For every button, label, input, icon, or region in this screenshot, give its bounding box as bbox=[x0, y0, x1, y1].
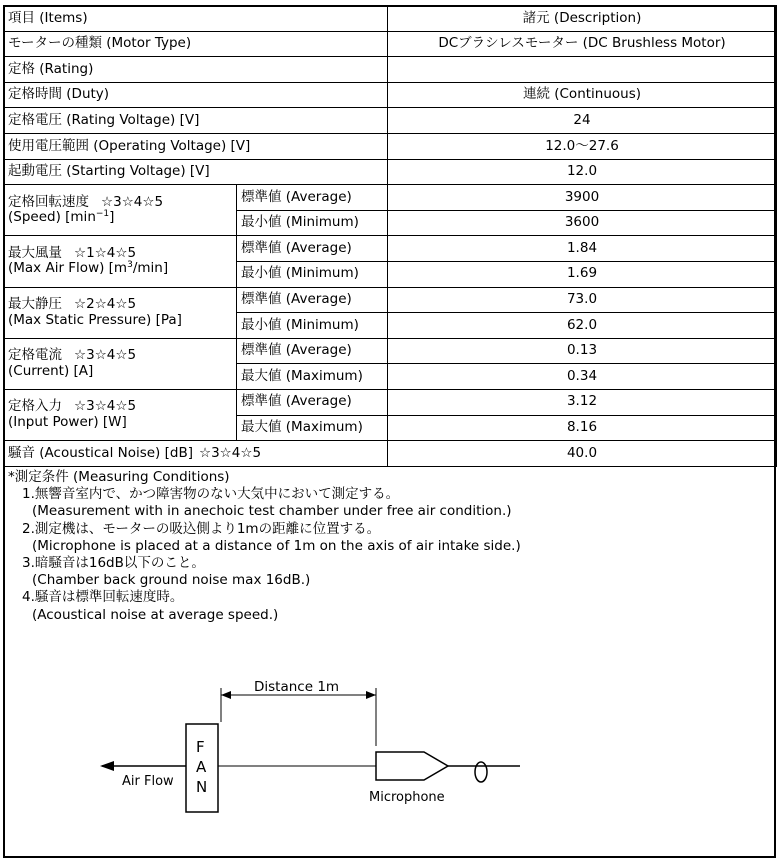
speed-label-sup: −1 bbox=[95, 209, 110, 220]
air-flow-average-value: 1.84 bbox=[388, 236, 777, 262]
input-power-label bbox=[4, 389, 237, 440]
note-1-en: (Measurement with in anechoic test chamber under free air condition.) bbox=[32, 503, 512, 520]
static-pressure-average-value: 73.0 bbox=[388, 287, 777, 313]
rating-voltage-row bbox=[4, 108, 777, 134]
current-average-value: 0.13 bbox=[388, 338, 777, 364]
measuring-conditions bbox=[8, 469, 768, 624]
duty-row bbox=[4, 82, 777, 108]
static-pressure-minimum-label: 最小値 (Minimum) bbox=[237, 313, 388, 339]
rating-label: 定格 (Rating) bbox=[4, 57, 388, 83]
current-maximum-value: 0.34 bbox=[388, 364, 777, 390]
input-power-marks: ☆3☆4☆5 bbox=[74, 398, 137, 415]
input-power-maximum-value: 8.16 bbox=[388, 415, 777, 441]
fan-letter-f: F bbox=[196, 738, 205, 756]
input-power-label-jp: 定格入力 bbox=[8, 398, 62, 415]
air-flow-label: Air Flow bbox=[122, 774, 174, 789]
air-flow-minimum-value: 1.69 bbox=[388, 261, 777, 287]
notes-title: *測定条件 (Measuring Conditions) bbox=[8, 469, 230, 485]
current-marks: ☆3☆4☆5 bbox=[74, 347, 137, 364]
note-4-en: (Acoustical noise at average speed.) bbox=[32, 606, 279, 623]
speed-average-value: 3900 bbox=[388, 185, 777, 211]
rating-value bbox=[388, 57, 777, 83]
duty-label: 定格時間 (Duty) bbox=[4, 82, 388, 108]
static-pressure-minimum-value: 62.0 bbox=[388, 313, 777, 339]
air-flow-label-jp: 最大風量 bbox=[8, 244, 62, 261]
static-pressure-average-label: 標準値 (Average) bbox=[237, 287, 388, 313]
air-flow-minimum-label: 最小値 (Minimum) bbox=[237, 261, 388, 287]
cable-loop-icon bbox=[475, 762, 487, 782]
static-pressure-row-average bbox=[4, 287, 777, 313]
speed-label-en: (Speed) [min bbox=[8, 209, 96, 226]
air-flow-label-sup: 3 bbox=[127, 260, 133, 271]
note-3: 3.暗騒音は16dB以下のこと。 bbox=[22, 555, 205, 572]
fan-letter-a: A bbox=[196, 758, 207, 776]
fan-letter-n: N bbox=[196, 778, 208, 796]
air-flow-label-end: /min] bbox=[132, 260, 169, 277]
motor-type-value: DCブラシレスモーター (DC Brushless Motor) bbox=[388, 31, 777, 57]
speed-minimum-label: 最小値 (Minimum) bbox=[237, 210, 388, 236]
input-power-row-average bbox=[4, 389, 777, 415]
current-label-jp: 定格電流 bbox=[8, 347, 62, 364]
speed-marks: ☆3☆4☆5 bbox=[101, 193, 164, 210]
header-row bbox=[4, 6, 777, 32]
speed-row-average bbox=[4, 185, 777, 211]
current-row-average bbox=[4, 338, 777, 364]
speed-label bbox=[4, 185, 237, 236]
air-flow-label-en: (Max Air Flow) [m bbox=[8, 260, 128, 277]
distance-arrow-left-icon bbox=[221, 691, 231, 699]
items-header: 項目 (Items) bbox=[4, 6, 388, 32]
speed-label-jp: 定格回転速度 bbox=[8, 193, 89, 210]
note-3-en: (Chamber back ground noise max 16dB.) bbox=[32, 572, 311, 589]
current-label bbox=[4, 338, 237, 389]
noise-marks: ☆3☆4☆5 bbox=[198, 444, 262, 461]
static-pressure-label-en: (Max Static Pressure) [Pa] bbox=[8, 311, 182, 328]
rating-voltage-value: 24 bbox=[388, 108, 777, 134]
distance-label: Distance 1m bbox=[254, 679, 340, 695]
starting-voltage-label: 起動電圧 (Starting Voltage) [V] bbox=[4, 159, 388, 185]
operating-voltage-row bbox=[4, 133, 777, 159]
operating-voltage-value: 12.0～27.6 bbox=[388, 133, 777, 159]
rating-voltage-label: 定格電圧 (Rating Voltage) [V] bbox=[4, 108, 388, 134]
note-2-en: (Microphone is placed at a distance of 1m on the axis of air intake side.) bbox=[32, 537, 521, 554]
air-flow-average-label: 標準値 (Average) bbox=[237, 236, 388, 262]
noise-value: 40.0 bbox=[388, 441, 777, 467]
air-flow-arrow-icon bbox=[100, 761, 114, 771]
note-1: 1.無響音室内で、かつ障害物のない大気中において測定する。 bbox=[22, 486, 400, 503]
air-flow-row-average bbox=[4, 236, 777, 262]
spec-table bbox=[3, 5, 777, 467]
current-maximum-label: 最大値 (Maximum) bbox=[237, 364, 388, 390]
static-pressure-label bbox=[4, 287, 237, 338]
motor-type-row bbox=[4, 31, 777, 57]
note-4: 4.騒音は標準回転速度時。 bbox=[22, 589, 184, 606]
operating-voltage-label: 使用電圧範囲 (Operating Voltage) [V] bbox=[4, 133, 388, 159]
measurement-diagram bbox=[0, 660, 780, 840]
air-flow-marks: ☆1☆4☆5 bbox=[74, 244, 137, 261]
starting-voltage-row bbox=[4, 159, 777, 185]
description-header: 諸元 (Description) bbox=[388, 6, 777, 32]
current-label-en: (Current) [A] bbox=[8, 362, 94, 379]
microphone-label: Microphone bbox=[369, 790, 445, 805]
motor-type-label: モーターの種類 (Motor Type) bbox=[4, 31, 388, 57]
speed-average-label: 標準値 (Average) bbox=[237, 185, 388, 211]
noise-label bbox=[4, 441, 388, 467]
speed-minimum-value: 3600 bbox=[388, 210, 777, 236]
input-power-average-value: 3.12 bbox=[388, 389, 777, 415]
input-power-maximum-label: 最大値 (Maximum) bbox=[237, 415, 388, 441]
air-flow-label bbox=[4, 236, 237, 287]
input-power-label-en: (Input Power) [W] bbox=[8, 414, 127, 430]
starting-voltage-value: 12.0 bbox=[388, 159, 777, 185]
static-pressure-label-jp: 最大静圧 bbox=[8, 296, 62, 313]
current-average-label: 標準値 (Average) bbox=[237, 338, 388, 364]
note-2: 2.測定機は、モーターの吸込側より1mの距離に位置する。 bbox=[22, 520, 381, 537]
microphone-icon bbox=[376, 752, 448, 780]
distance-arrow-right-icon bbox=[366, 691, 376, 699]
rating-row bbox=[4, 57, 777, 83]
noise-row bbox=[4, 441, 777, 467]
static-pressure-marks: ☆2☆4☆5 bbox=[74, 296, 137, 313]
input-power-average-label: 標準値 (Average) bbox=[237, 389, 388, 415]
speed-label-end: ] bbox=[109, 209, 115, 226]
noise-label-text: 騒音 (Acoustical Noise) [dB] bbox=[8, 444, 193, 461]
duty-value: 連続 (Continuous) bbox=[388, 82, 777, 108]
